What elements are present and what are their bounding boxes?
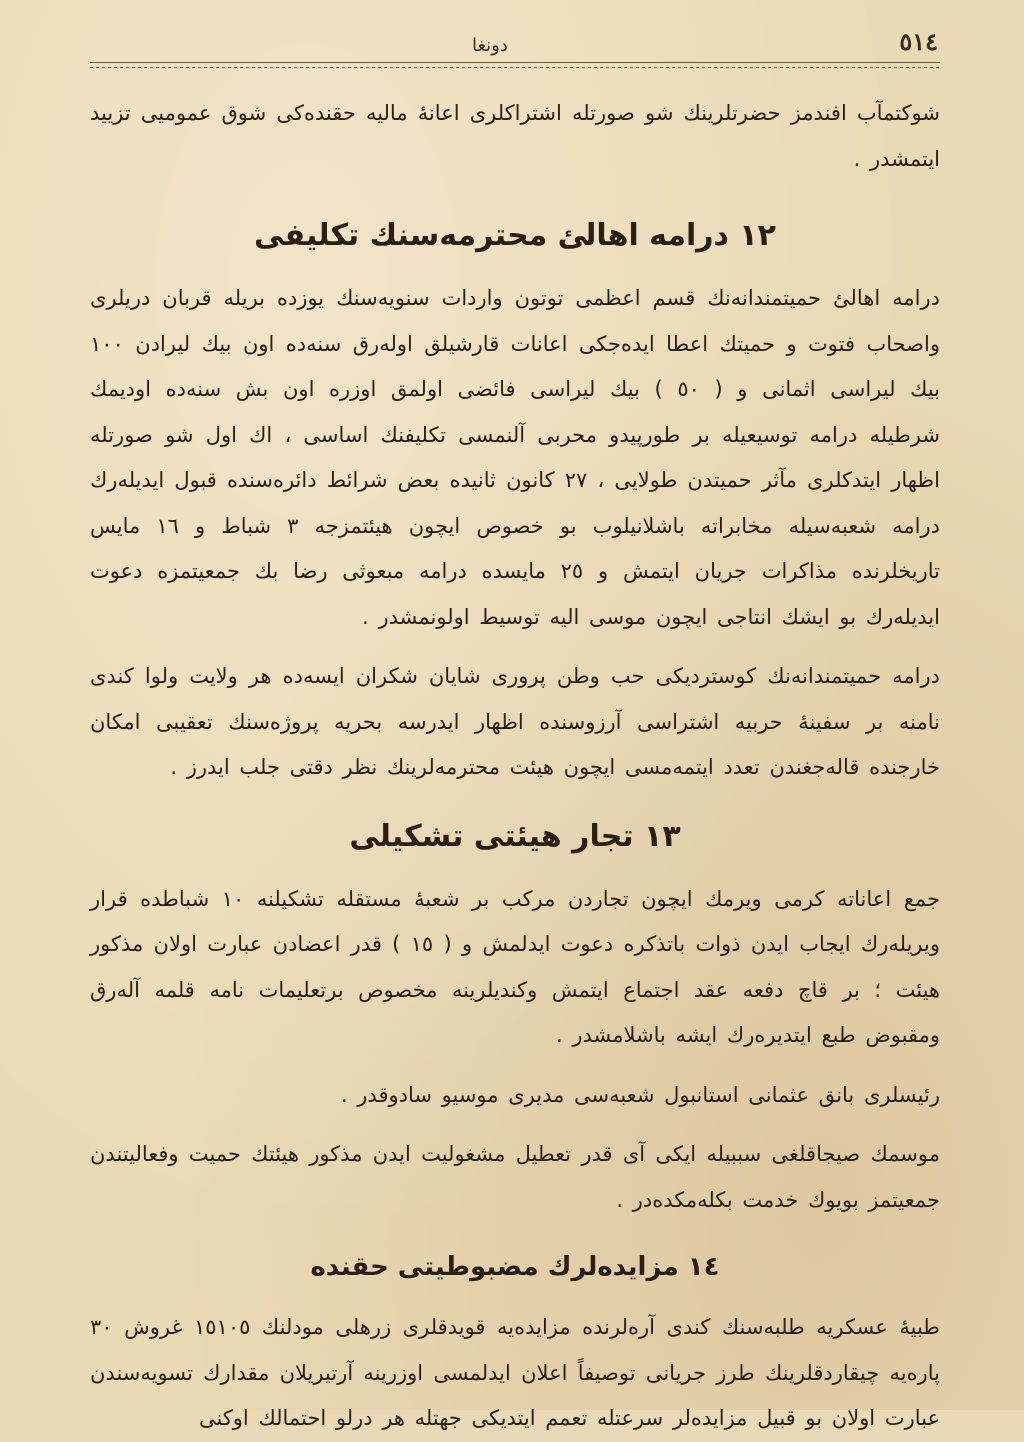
section-14-title: ١٤ مزايده‌لرك مضبوطيتی حقنده [310, 1252, 720, 1282]
section-13-paragraph-3: موسمك صيجاقلغی سببيله ايكی آی قدر تعطيل مشغوليت ايدن مذكور هيئتك حميت وفعاليتندن جمعيتمز بويوك خدمت بكله‌مكده‌در . [90, 1142, 940, 1212]
section-13-paragraph-1: جمع اعاناته كرمی ويرمك ايچون تجاردن مركب بر شعبهٔ مستقله تشكيلنه ١٠ شباطده قرار ويريله‌رك ايجاب ايدن ذوات باتذكره دعوت ايدلمش و ( ١٥ ) قدر اعضادن عبارت اولان مذكور هيئت ؛ بر قاچ دفعه عقد اجتماع ايتمش وكنديلرينه مخصوص برتعليمات نامه قلمه آله‌رق ومقبوض طبع ايتديره‌رك ايشه باشلامشدر . [90, 886, 941, 1047]
page-number: ٥١٤ [899, 27, 938, 56]
intro-paragraph: شوكتمآب افندمز حضرتلرينك شو صورتله اشتراكلری اعانهٔ ماليه حقنده‌كی شوق عموميی تزييد ايتمشدر . [90, 101, 940, 171]
page-header [90, 22, 940, 56]
section-13-title: ١٣ تجار هيئتی تشكيلی [349, 818, 681, 854]
section-13-paragraph-2: رئيسلری بانق عثمانی استانبول شعبه‌سی مديری موسيو سادوقدر . [340, 1082, 940, 1107]
header-divider [90, 62, 940, 69]
section-14-paragraph-1: طبيهٔ عسكريه طلبه‌سنك كندی آره‌لرنده مزايده‌يه قويدقلری زرهلی مودلنك ١٥١٠٥ غروش ٣٠ پاره‌يه چيقاردقلرينك طرز جريانی توصيفاً اعلان ايدلمسی اوزرينه آرتيريلان مقدارك تسويه‌سندن عبارت اولان بو قبيل مزايده‌لر سرعتله تعمم ايتديكی جهتله هر درلو احتمالك اوكنی [90, 1315, 941, 1430]
running-title: دونغا [472, 35, 508, 56]
section-12-title: ١٢ درامه اهالئ محترمه‌سنك تكليفی [254, 218, 776, 253]
section-12-paragraph-1: درامه اهالئ حميتمندانه‌نك قسم اعظمی توتون واردات سنويه‌سنك يوزده بريله قربان دريلری واصحاب فتوت و حميتك اعطا ايده‌جكی اعانات قارشيلق اوله‌رق سنه‌ده اون بيك ليرادن ١٠٠ بيك ليراسی اثمانی و ( ٥٠ ) بيك ليراسی فائضی اولمق اوزره اون بش سنه‌ده اوديمك شرطيله درامه توسيعيله بر طورپيدو محربی آلنمسی تكليفنك اساسی ، اك اول شو صورتله اظهار ايتدكلری مآثر حميتدن طولايی ، ٢٧ كانون ثانيده بعض شرائط دائره‌سنده قبول ايديله‌رك درامه شعبه‌سيله مخابراته باشلانيلوب بو خصوص ايچون هيئتمزجه ٣ شباط و ١٦ مايس تاريخلرنده مذاكرات جريان ايتمش و ٢٥ مايسده درامه مبعوثی رضا بك جمعيتمزه دعوت ايديله‌رك بو ايشك انتاجی ايچون موسی اليه توسيط اولونمشدر . [90, 286, 940, 629]
section-12-paragraph-2: درامه حميتمندانه‌نك كوستردیكی حب وطن پروری شايان شكران ايسه‌ده هر ولايت ولوا كندی نامنه بر سفينهٔ حربيه اشتراسی آرزوسنده اظهار ايدرسه بحريه پروژه‌سنك تعقيبی امكان خارجنده قاله‌جغندن تعدد ايتمه‌مسی ايچون هيئت محترمه‌لرينك نظر دقتی جلب ايدرز . [90, 664, 940, 779]
